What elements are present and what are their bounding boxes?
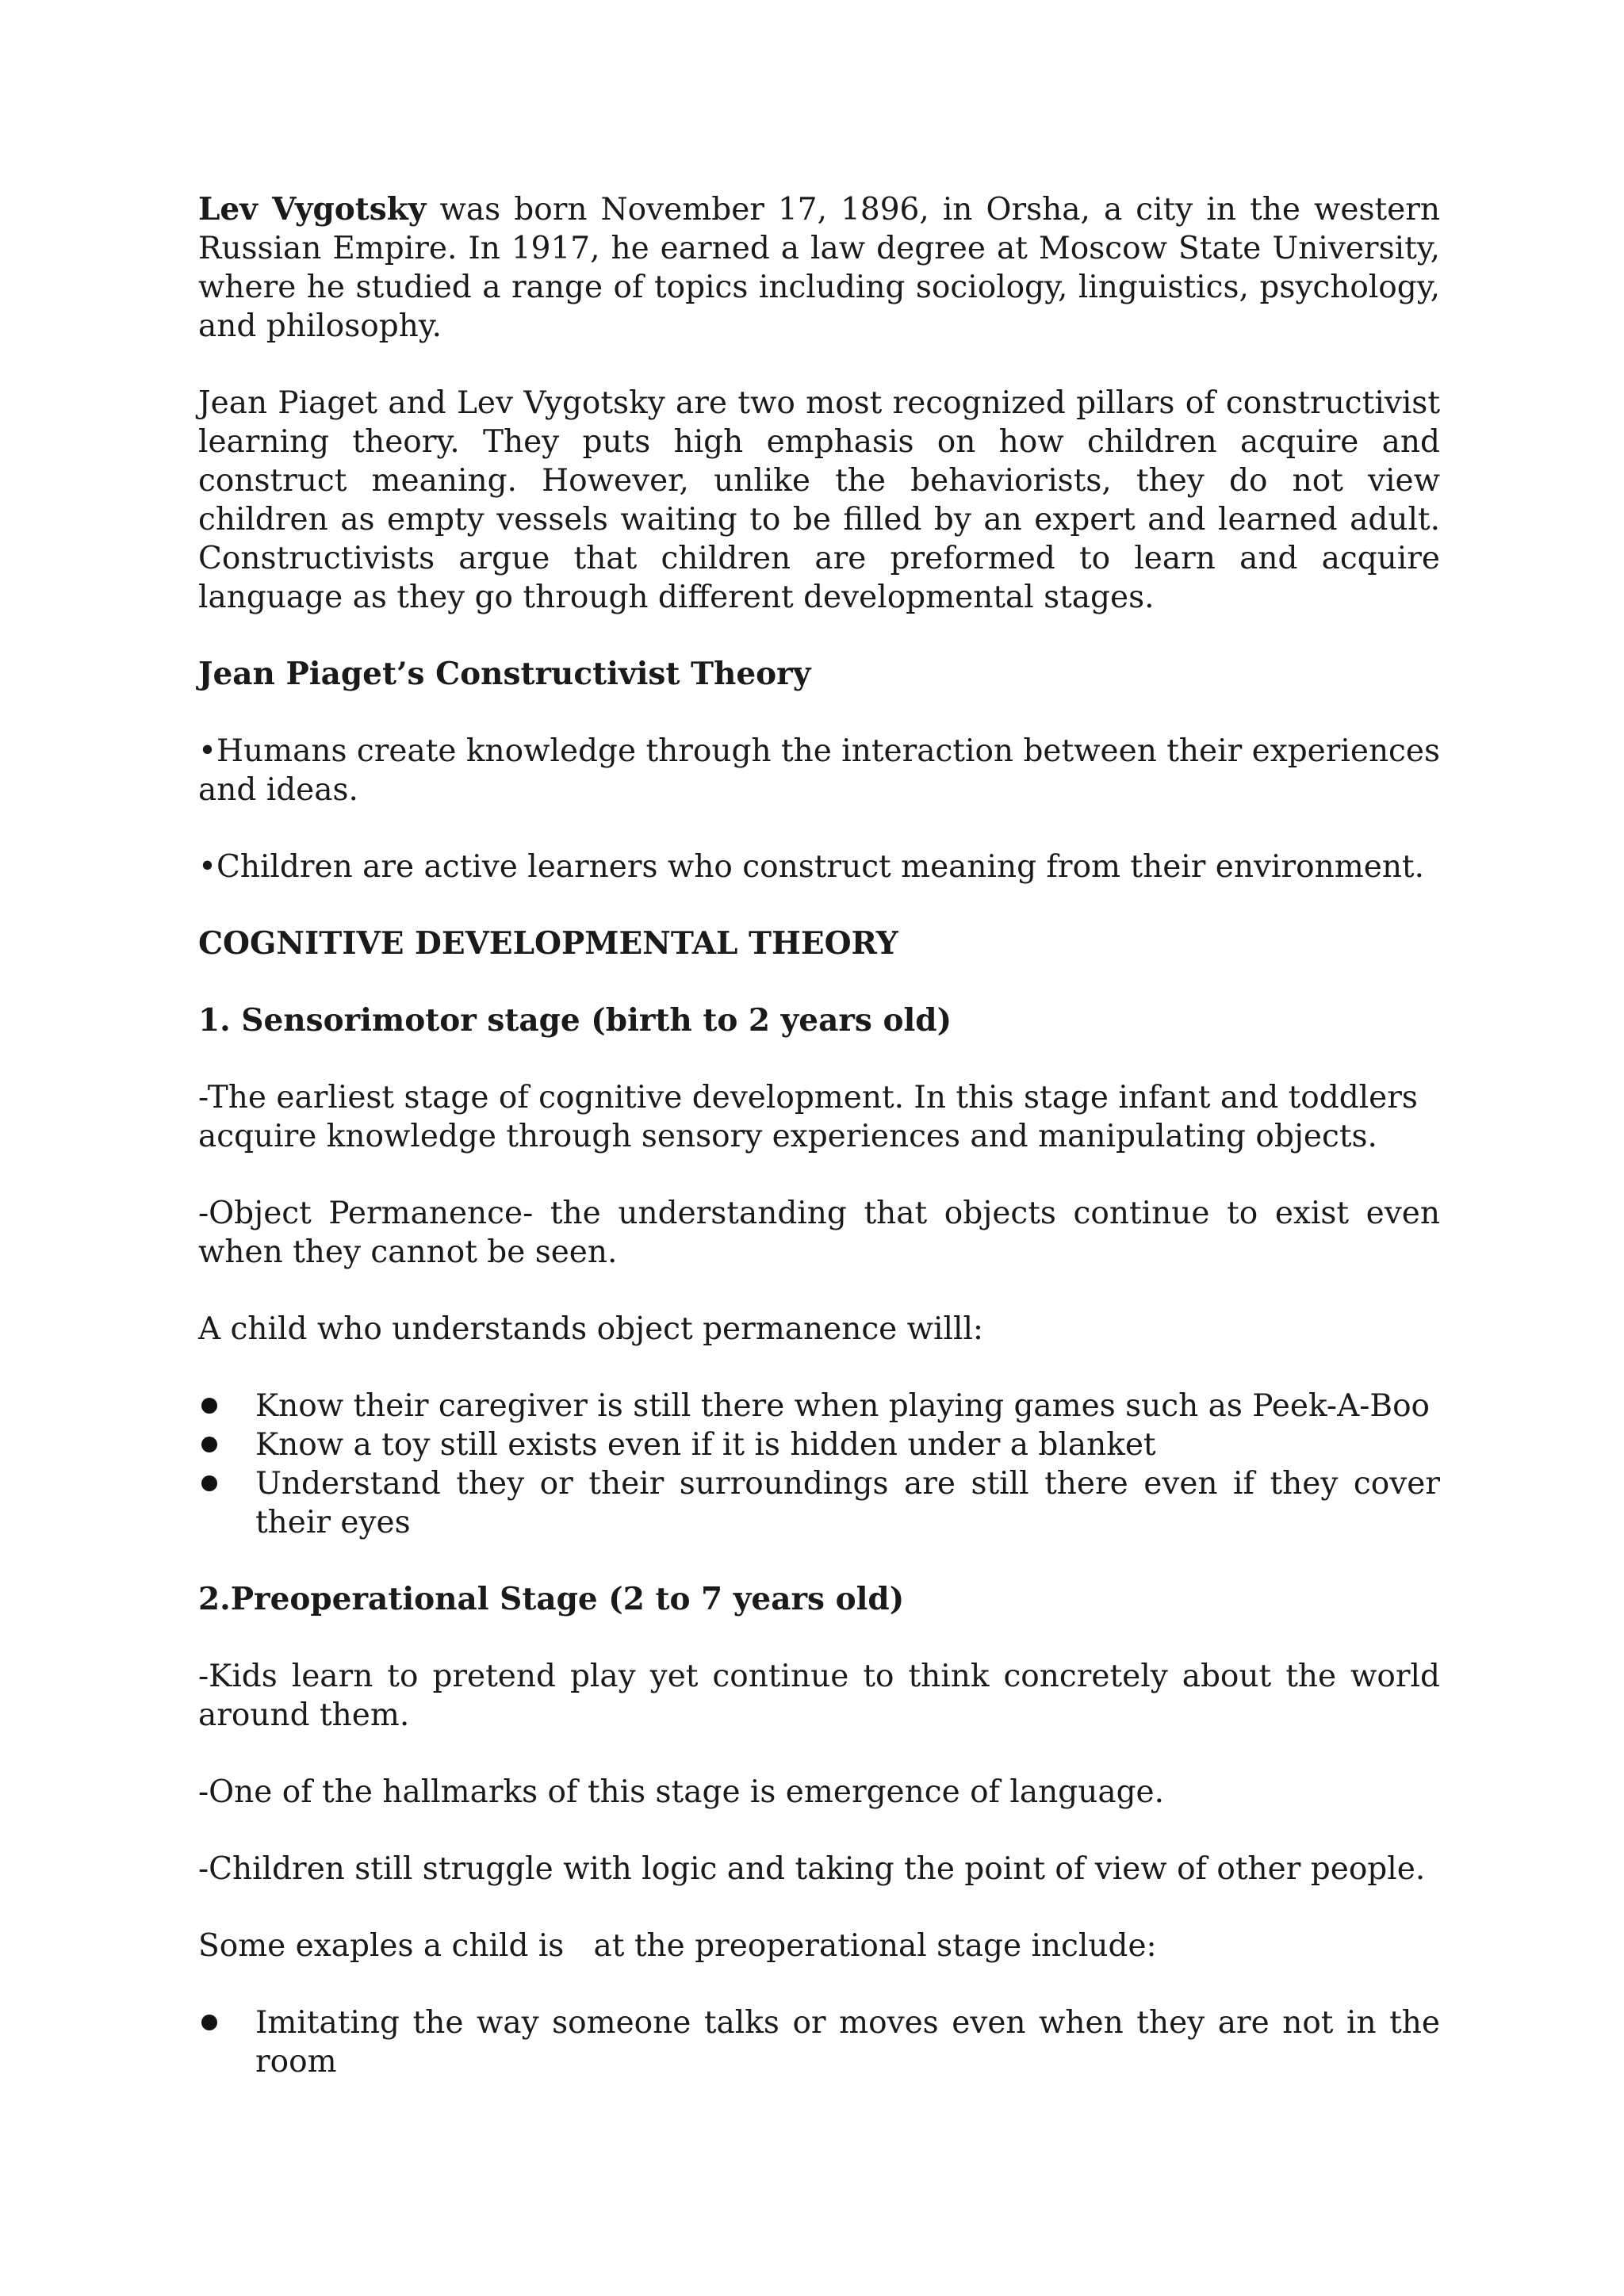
stage2-bullet-list [198,2003,1440,2081]
stage2-point-1: -Kids learn to pretend play yet continue to think concretely about the world around them. [198,1659,1440,1733]
cdt-heading: COGNITIVE DEVELOPMENTAL THEORY [198,925,898,962]
list-item: Know a toy still exists even if it is hidden under a blanket [198,1425,1440,1464]
stage1-lead: A child who understands object permanence willl: [198,1311,984,1347]
intro-paragraph [198,190,1440,346]
constructivism-paragraph: Jean Piaget and Lev Vygotsky are two most recognized pillars of constructivist learning theory. They puts high emphasis on how children acquire and construct meaning. However, unlike the behaviorists, they do not view children as empty vessels waiting to be filled by an expert and learned adult. Constructivists argue that children are preformed to learn and acquire language as they go through different developmental stages. [198,385,1440,615]
bullet-icon [201,1437,217,1452]
list-item: Know their caregiver is still there when playing games such as Peek-A-Boo [198,1387,1440,1425]
stage2-point-3: -Children still struggle with logic and taking the point of view of other people. [198,1851,1426,1887]
bullet-icon [201,2015,217,2030]
stage2-lead: Some exaples a child is at the preoperational stage include: [198,1928,1157,1964]
stage2-heading: 2.Preoperational Stage (2 to 7 years old) [198,1581,905,1617]
document-page [198,190,1440,2119]
bullet-icon [201,1475,217,1491]
intro-name: Lev Vygotsky [198,191,427,228]
bullet-icon [201,1398,217,1414]
stage1-bullet-list [198,1387,1440,1542]
stage1-object-permanence: -Object Permanence- the understanding that objects continue to exist even when they cannot be seen. [198,1196,1440,1270]
stage1-description: -The earliest stage of cognitive development. In this stage infant and toddlers acquire knowledge through sensory experiences and manipulating objects. [198,1080,1418,1154]
stage2-point-2: -One of the hallmarks of this stage is emergence of language. [198,1774,1165,1810]
piaget-heading: Jean Piaget’s Constructivist Theory [198,656,811,692]
piaget-point-2: •Children are active learners who construct meaning from their environment. [198,849,1425,885]
intro-text: was born November 17, 1896, in Orsha, a city in the western Russian Empire. In 1917, he earned a law degree at Moscow State University, where he studied a range of topics including sociology, linguistics, psychology, and philosophy. [198,192,1441,344]
piaget-point-1: •Humans create knowledge through the interaction between their experiences and ideas. [198,733,1440,808]
list-item: Understand they or their surroundings are still there even if they cover their eyes [198,1464,1440,1542]
stage1-heading: 1. Sensorimotor stage (birth to 2 years old) [198,1002,952,1039]
list-item: Imitating the way someone talks or moves even when they are not in the room [198,2003,1440,2081]
